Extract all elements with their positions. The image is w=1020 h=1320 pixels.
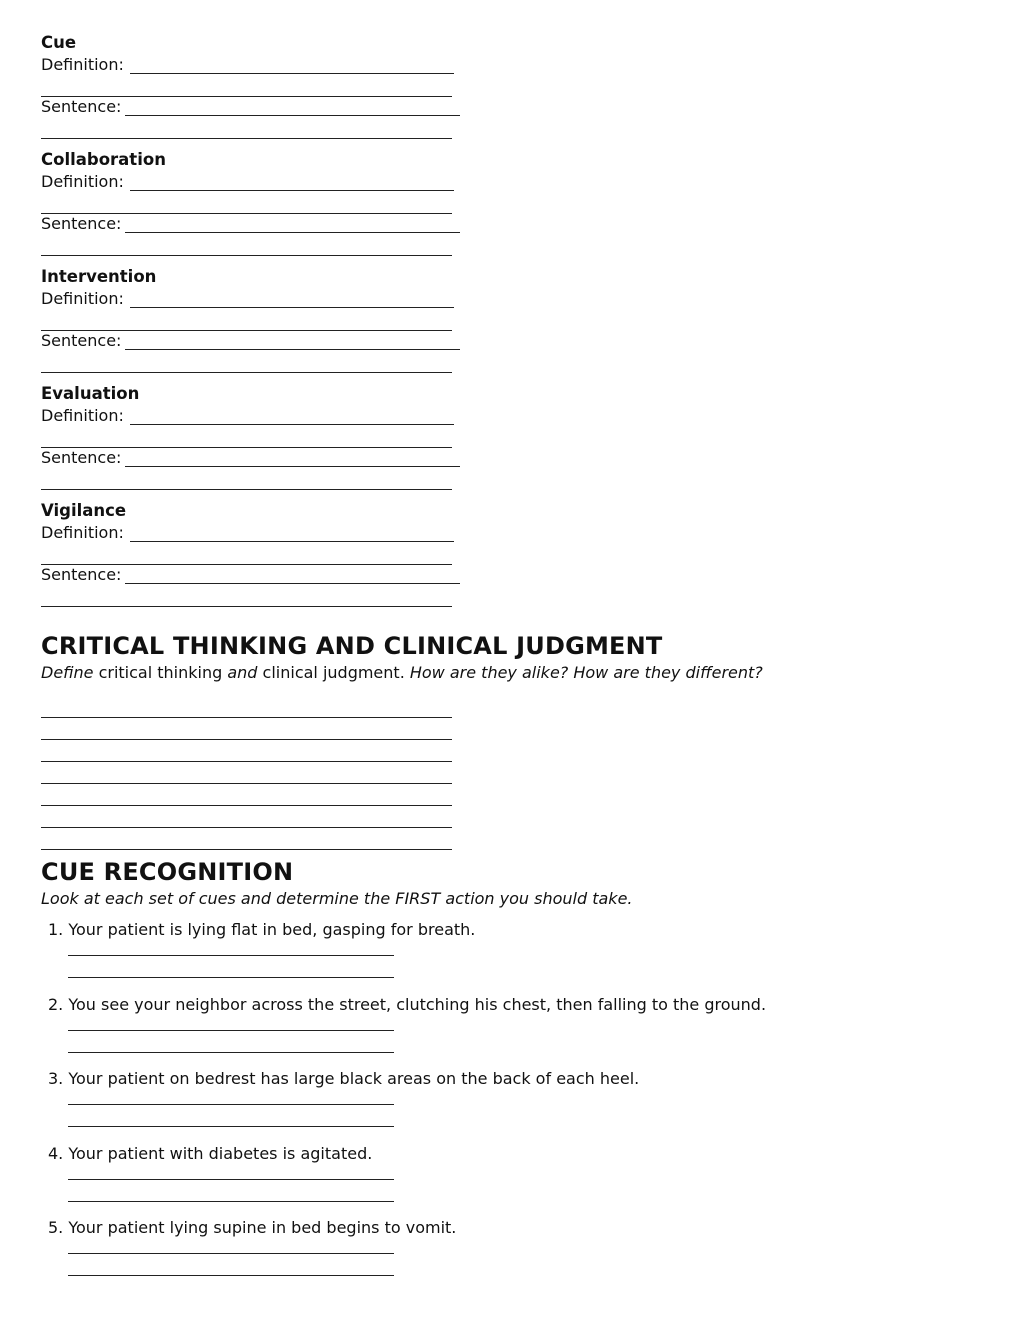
sentence-blank-continued[interactable]	[41, 351, 452, 373]
definition-blank-continued[interactable]	[41, 192, 452, 214]
definition-blank[interactable]	[130, 405, 454, 425]
definition-label: Definition:	[41, 523, 124, 542]
definition-blank[interactable]	[130, 522, 454, 542]
critical-thinking-heading: CRITICAL THINKING AND CLINICAL JUDGMENT	[41, 632, 663, 660]
sentence-blank[interactable]	[125, 330, 460, 350]
definition-row	[41, 171, 454, 193]
term-title: Cue	[41, 33, 77, 52]
definition-blank[interactable]	[130, 54, 454, 74]
cue-answer-line[interactable]	[68, 1030, 394, 1031]
term-block-intervention	[41, 266, 981, 383]
instruction-part: Define	[41, 663, 94, 682]
answer-line[interactable]	[41, 784, 452, 806]
cue-answer-line[interactable]	[68, 1201, 394, 1202]
term-block-vigilance	[41, 500, 981, 617]
definition-blank-continued[interactable]	[41, 543, 452, 565]
definition-blank-continued[interactable]	[41, 426, 452, 448]
cue-question-text: 2. You see your neighbor across the street, clutching his chest, then falling to the ground.	[48, 994, 767, 1014]
sentence-blank-continued[interactable]	[41, 585, 452, 607]
definition-row	[41, 54, 454, 76]
sentence-label: Sentence:	[41, 97, 122, 116]
critical-thinking-answer-lines	[41, 696, 452, 850]
cue-answer-line[interactable]	[68, 1104, 394, 1105]
term-title: Collaboration	[41, 150, 166, 169]
instruction-part: critical thinking	[93, 663, 228, 682]
answer-line[interactable]	[41, 718, 452, 740]
sentence-label: Sentence:	[41, 331, 122, 350]
sentence-blank-continued[interactable]	[41, 234, 452, 256]
sentence-row	[41, 96, 460, 118]
sentence-blank-continued[interactable]	[41, 468, 452, 490]
vocabulary-terms	[41, 32, 981, 617]
cue-recognition-instruction	[41, 888, 633, 910]
answer-line[interactable]	[41, 740, 452, 762]
definition-blank-continued[interactable]	[41, 309, 452, 331]
definition-row	[41, 522, 454, 544]
definition-blank-continued[interactable]	[41, 75, 452, 97]
term-block-cue	[41, 32, 981, 149]
cue-question-text: 1. Your patient is lying flat in bed, gasping for breath.	[48, 920, 476, 939]
sentence-label: Sentence:	[41, 448, 122, 467]
answer-line[interactable]	[41, 696, 452, 718]
term-block-evaluation	[41, 383, 981, 500]
cue-answer-line[interactable]	[68, 1126, 394, 1127]
sentence-row	[41, 447, 460, 469]
cue-answer-line[interactable]	[68, 1179, 394, 1180]
sentence-blank[interactable]	[125, 96, 460, 116]
definition-label: Definition:	[41, 289, 124, 308]
definition-row	[41, 288, 454, 310]
instruction-text: Look at each set of cues and determine the FIRST action you should take.	[41, 889, 633, 908]
cue-question-text: 3. Your patient on bedrest has large black areas on the back of each heel.	[48, 1069, 640, 1088]
term-block-collaboration	[41, 149, 981, 266]
sentence-row	[41, 213, 460, 235]
instruction-part: clinical judgment.	[257, 663, 410, 682]
sentence-blank[interactable]	[125, 213, 460, 233]
sentence-blank[interactable]	[125, 564, 460, 584]
cue-question-text: 4. Your patient with diabetes is agitated.	[48, 1143, 373, 1163]
sentence-row	[41, 564, 460, 586]
cue-answer-line[interactable]	[68, 1275, 394, 1276]
sentence-blank-continued[interactable]	[41, 117, 452, 139]
definition-row	[41, 405, 454, 427]
cue-answer-line[interactable]	[68, 1253, 394, 1254]
sentence-label: Sentence:	[41, 214, 122, 233]
term-title: Intervention	[41, 267, 157, 286]
term-title: Vigilance	[41, 501, 127, 520]
answer-line[interactable]	[41, 806, 452, 828]
cue-answer-line[interactable]	[68, 1052, 394, 1053]
definition-label: Definition:	[41, 172, 124, 191]
cue-answer-line[interactable]	[68, 955, 394, 956]
definition-blank[interactable]	[130, 288, 454, 308]
definition-label: Definition:	[41, 406, 124, 425]
sentence-row	[41, 330, 460, 352]
instruction-part: and	[227, 663, 258, 682]
answer-line[interactable]	[41, 762, 452, 784]
definition-label: Definition:	[41, 55, 124, 74]
answer-line[interactable]	[41, 828, 452, 850]
cue-answer-line[interactable]	[68, 977, 394, 978]
cue-recognition-heading: CUE RECOGNITION	[41, 858, 294, 886]
sentence-label: Sentence:	[41, 565, 122, 584]
sentence-blank[interactable]	[125, 447, 460, 467]
cue-question-text: 5. Your patient lying supine in bed begins to vomit.	[48, 1218, 457, 1237]
term-title: Evaluation	[41, 384, 140, 403]
definition-blank[interactable]	[130, 171, 454, 191]
instruction-part: How are they alike? How are they different?	[409, 663, 763, 682]
worksheet-page	[41, 32, 981, 1237]
critical-thinking-instruction	[41, 662, 763, 684]
